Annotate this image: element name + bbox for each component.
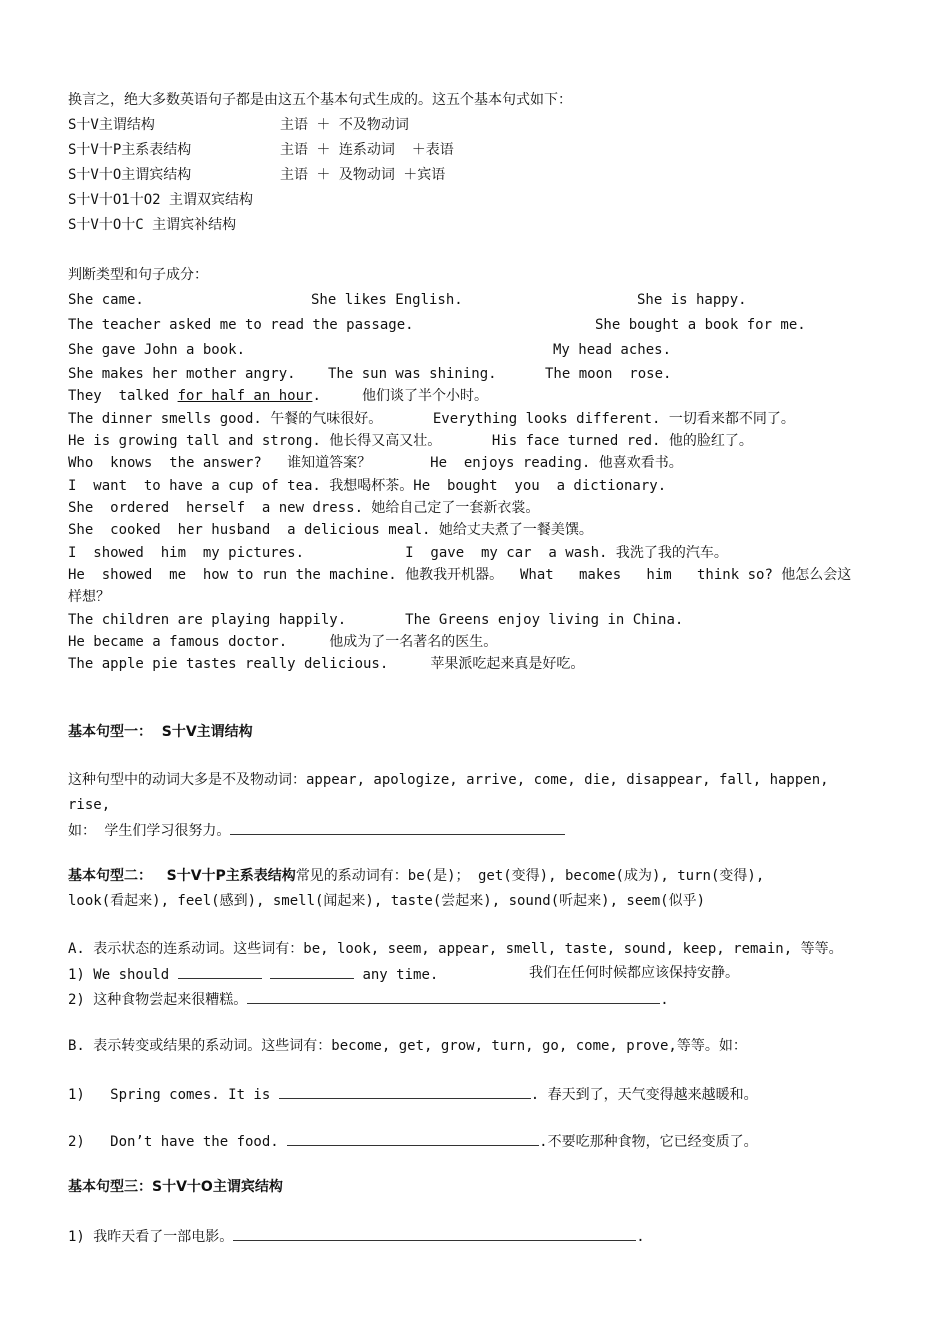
example-sentence: She gave John a book.: [68, 342, 246, 358]
example-sentence: She came.: [68, 292, 144, 308]
answer-blank[interactable]: [230, 820, 565, 835]
example-translation: 他们谈了半个小时。: [362, 388, 488, 404]
section-1-title: 基本句型一： S十V主谓结构: [68, 724, 253, 740]
underlined-phrase: for half an hour: [177, 388, 313, 404]
exercise-prompt: 如： 学生们学习很努力。: [68, 823, 231, 839]
exercise-3-1: [68, 1226, 645, 1246]
example-row: [68, 365, 672, 383]
example-row: She cooked her husband a delicious meal. 她给丈夫煮了一餐美馔。: [68, 522, 593, 538]
exercise-a2: [68, 989, 669, 1009]
intro-line: 换言之，绝大多数英语句子都是由这五个基本句式生成的。这五个基本句式如下：: [68, 92, 572, 108]
example-row: [68, 341, 672, 359]
judge-title: 判断类型和句子成分：: [68, 267, 208, 283]
pattern-desc: 主语 ＋ 及物动词 ＋宾语: [280, 167, 446, 183]
pattern-code: S十V主谓结构: [68, 117, 155, 133]
section-2a-title: A. 表示状态的连系动词。这些词有：be, look, seem, appear, smell, taste, sound, keep, remain, 等等。: [68, 941, 843, 957]
example-row: She ordered herself a new dress. 她给自己定了一套新衣裳。: [68, 500, 540, 516]
exercise-prompt: any time.: [354, 967, 439, 983]
example-sentence: She is happy.: [637, 292, 747, 308]
answer-blank[interactable]: [178, 964, 262, 979]
section-2-heading: 基本句型二： S十V十P主系表结构: [68, 868, 296, 884]
pattern-code: S十V十O主谓宾结构: [68, 167, 192, 183]
exercise-prompt: .: [636, 1229, 645, 1245]
example-row: Who knows the answer? 谁知道答案？ He enjoys reading. 他喜欢看书。: [68, 455, 683, 471]
example-row: I showed him my pictures. I gave my car a wash. 我洗了我的汽车。: [68, 545, 728, 561]
exercise-translation: 我们在任何时候都应该保持安静。: [529, 965, 739, 981]
exercise-prompt: 2) 这种食物尝起来很糟糕。: [68, 992, 248, 1008]
pattern-4: [68, 191, 253, 209]
pattern-code: S十V十O1十O2 主谓双宾结构: [68, 192, 254, 208]
exercise-prompt: .不要吃那种食物，它已经变质了。: [539, 1134, 758, 1150]
example-sentence: .: [312, 388, 321, 404]
section-2-title: [68, 867, 764, 885]
section-1-example: [68, 820, 565, 840]
exercise-prompt: .: [660, 992, 669, 1008]
pattern-desc: 主语 ＋ 不及物动词: [280, 117, 409, 133]
answer-blank[interactable]: [287, 1131, 539, 1146]
example-row: [68, 291, 747, 309]
example-row: The apple pie tastes really delicious. 苹果派吃起来真是好吃。: [68, 656, 585, 672]
example-sentence: She makes her mother angry.: [68, 366, 296, 382]
answer-blank[interactable]: [270, 964, 354, 979]
pattern-2: [68, 141, 454, 159]
exercise-prompt: 1) We should: [68, 967, 178, 983]
section-2-text: look(看起来), feel(感到), smell(闻起来), taste(尝起来), sound(听起来), seem(似乎): [68, 893, 706, 909]
section-3-title: 基本句型三：S十V十O主谓宾结构: [68, 1179, 283, 1195]
exercise-b2: [68, 1131, 758, 1151]
example-row: [68, 316, 806, 334]
example-row: He became a famous doctor. 他成为了一名著名的医生。: [68, 634, 498, 650]
section-2b-title: B. 表示转变或结果的系动词。这些词有：become, get, grow, turn, go, come, prove,等等。如：: [68, 1038, 747, 1054]
section-2-heading-rest: 常见的系动词有：be(是)； get(变得), become(成为), turn(变得),: [295, 868, 765, 884]
example-row: I want to have a cup of tea. 我想喝杯茶。He bought you a dictionary.: [68, 478, 667, 494]
exercise-b1: [68, 1084, 758, 1104]
answer-blank[interactable]: [247, 989, 660, 1004]
section-1-text: 这种句型中的动词大多是不及物动词：appear, apologize, arrive, come, die, disappear, fall, happen,: [68, 772, 829, 788]
example-sentence: The sun was shining.: [328, 366, 497, 382]
pattern-1: [68, 116, 409, 134]
example-row: He showed me how to run the machine. 他教我开机器。 What makes him think so? 他怎么会这: [68, 567, 852, 583]
section-1-text: rise,: [68, 797, 111, 813]
example-row: He is growing tall and strong. 他长得又高又壮。 His face turned red. 他的脸红了。: [68, 433, 753, 449]
exercise-a1: [68, 964, 739, 984]
example-sentence: They talked: [68, 388, 178, 404]
example-row: 样想？: [68, 589, 110, 605]
example-sentence: The teacher asked me to read the passage.: [68, 317, 414, 333]
pattern-5: [68, 216, 236, 234]
exercise-prompt: 1) Spring comes. It is: [68, 1087, 279, 1103]
pattern-3: [68, 166, 446, 184]
example-sentence: She bought a book for me.: [595, 317, 806, 333]
example-row: The dinner smells good. 午餐的气味很好。 Everything looks different. 一切看来都不同了。: [68, 411, 795, 427]
pattern-desc: 主语 ＋ 连系动词 ＋表语: [280, 142, 454, 158]
example-row: The children are playing happily. The Greens enjoy living in China.: [68, 612, 684, 628]
example-row: [68, 387, 488, 405]
exercise-prompt: 1) 我昨天看了一部电影。: [68, 1229, 234, 1245]
example-sentence: The moon rose.: [545, 366, 672, 382]
example-sentence: My head aches.: [553, 342, 672, 358]
exercise-prompt: . 春天到了，天气变得越来越暖和。: [530, 1087, 758, 1103]
pattern-code: S十V十O十C 主谓宾补结构: [68, 217, 237, 233]
example-sentence: She likes English.: [311, 292, 463, 308]
exercise-prompt: 2) Don’t have the food.: [68, 1134, 288, 1150]
answer-blank[interactable]: [233, 1226, 636, 1241]
pattern-code: S十V十P主系表结构: [68, 142, 192, 158]
answer-blank[interactable]: [279, 1084, 531, 1099]
